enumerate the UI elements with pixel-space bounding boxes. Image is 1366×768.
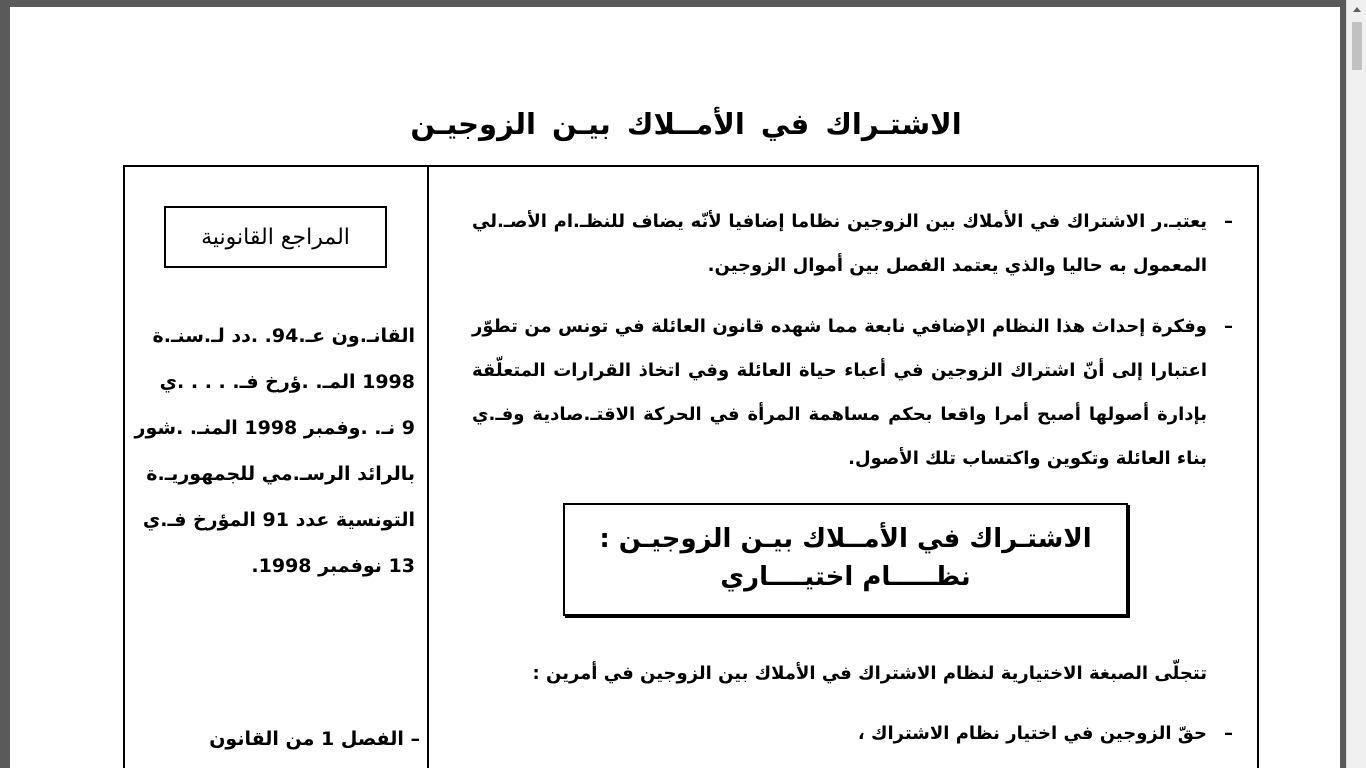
reference-line: 9 نـ. .وفمبر 1998 المنـ. .شور xyxy=(134,417,415,439)
content-table xyxy=(123,165,1259,768)
paragraph-text: وفكرة إحداث هذا النظام الإضافي نابعة مما شهده قانون العائلة في تونس من تطوّر اعتبارا إلى أنّ اشتراك الزوجين في أعباء حياة العائلة وفي اتخاذ القرارات المتعلّقة بإدارة أصولها أصبح أمرا واقعا بحكم مساهمة المرأة في الحركة الاقتـ.صادية وفـ.ي بناء العائلة وتكوين واكتساب تلك الأصول. xyxy=(472,316,1207,469)
scroll-up-arrow-icon[interactable] xyxy=(1347,0,1366,18)
boxed-heading xyxy=(563,503,1128,616)
vertical-scrollbar[interactable] xyxy=(1346,0,1366,768)
bullet-dash: – xyxy=(410,728,420,750)
reference-line: 13 نوفمبر 1998. xyxy=(251,555,415,577)
side-bullet-item xyxy=(135,719,420,759)
legal-references-label: المراجع القانونية xyxy=(201,224,350,250)
legal-references-box xyxy=(164,206,387,268)
intro-sentence: تتجلّى الصبغة الاختيارية لنظام الاشتراك في الأملاك بين الزوجين في أمرين : xyxy=(532,663,1207,684)
side-column xyxy=(125,167,427,768)
list-item xyxy=(472,712,1233,756)
paragraph-text: يعتبـ.ر الاشتراك في الأملاك بين الزوجين نظاما إضافيا لأنّه يضاف للنظـ.ام الأصـ.لي المعمول به حاليا والذي يعتمد الفصل بين أموال الزوجين. xyxy=(472,211,1207,276)
scrollbar-thumb[interactable] xyxy=(1352,22,1362,70)
document-page xyxy=(10,7,1340,768)
side-bullet-text: الفصل 1 من القانون xyxy=(209,728,404,750)
bullet-dash: – xyxy=(1224,723,1233,744)
reference-line: 1998 المـ. .ؤرخ فـ. . . . .ي xyxy=(159,371,415,393)
paragraph-1 xyxy=(472,200,1233,288)
list-item-text: حقّ الزوجين في اختيار نظام الاشتراك ، xyxy=(857,723,1207,744)
document-title: الاشتـراك في الأمــلاك بيـن الزوجيـن xyxy=(410,107,962,141)
legal-reference-text xyxy=(135,313,415,589)
bullet-dash: – xyxy=(1224,316,1233,337)
reference-line: التونسية عدد 91 المؤرخ فـ.ي xyxy=(142,509,415,531)
paragraph-2 xyxy=(472,305,1233,481)
bullet-dash: – xyxy=(1224,211,1233,232)
boxed-heading-line-1: الاشتـراك في الأمــلاك بيـن الزوجيـن : xyxy=(599,524,1092,554)
main-column xyxy=(429,167,1257,768)
reference-line: بالرائد الرسـ.مي للجمهوريـ.ة xyxy=(146,463,415,485)
boxed-heading-line-2: نظـــــام اختيــــاري xyxy=(720,562,971,592)
reference-line: القانـ.ون عـ.94. .دد لـ.سنـ.ة xyxy=(152,325,415,347)
